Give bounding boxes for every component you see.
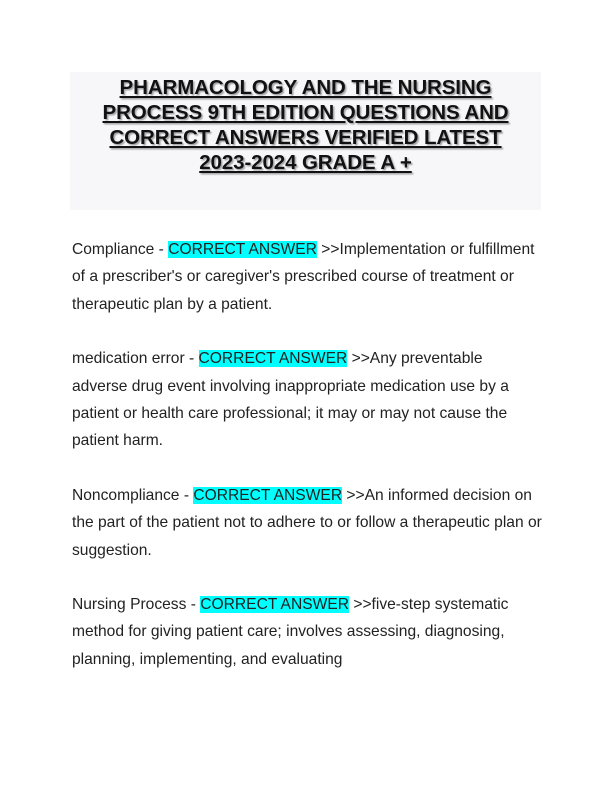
entry-separator: - bbox=[154, 241, 169, 258]
title-line: 2023-2024 GRADE A + bbox=[199, 151, 412, 174]
correct-answer-highlight: CORRECT ANSWER bbox=[168, 241, 317, 258]
entry-term: Nursing Process bbox=[72, 596, 187, 614]
title-line: PROCESS 9TH EDITION QUESTIONS AND bbox=[102, 101, 509, 124]
document-title bbox=[70, 72, 541, 210]
correct-answer-highlight: CORRECT ANSWER bbox=[200, 596, 349, 614]
entry-separator: - bbox=[186, 596, 201, 614]
entry-separator: - bbox=[184, 350, 199, 368]
entry-definition: >>Any preventable adverse drug event involving inappropriate medication use by a patient or health care professional; it may or may not cause the patient harm. bbox=[72, 350, 509, 450]
entry-definition: >>five-step systematic method for giving patient care; involves assessing, diagnosing, planning, implementing, and evaluating bbox=[72, 596, 509, 668]
title-line: PHARMACOLOGY AND THE NURSING bbox=[119, 76, 492, 99]
qa-entry-medication-error bbox=[72, 345, 542, 455]
correct-answer-highlight: CORRECT ANSWER bbox=[198, 350, 348, 368]
qa-entry-noncompliance bbox=[72, 482, 542, 564]
entry-term: medication error bbox=[72, 350, 185, 368]
entry-term: Compliance bbox=[72, 241, 155, 258]
qa-entry-compliance bbox=[72, 236, 542, 318]
qa-entries bbox=[72, 236, 542, 700]
entry-term: Noncompliance bbox=[72, 486, 180, 504]
correct-answer-highlight: CORRECT ANSWER bbox=[193, 486, 343, 504]
qa-entry-nursing-process bbox=[72, 591, 542, 673]
entry-definition: >>Implementation or fulfillment of a prescriber's or caregiver's prescribed course of treatment or therapeutic plan by a patient. bbox=[72, 241, 535, 313]
title-line: CORRECT ANSWERS VERIFIED LATEST bbox=[109, 126, 502, 149]
entry-separator: - bbox=[179, 486, 194, 504]
entry-definition: >>An informed decision on the part of the patient not to adhere to or follow a therapeutic plan or suggestion. bbox=[72, 486, 542, 559]
